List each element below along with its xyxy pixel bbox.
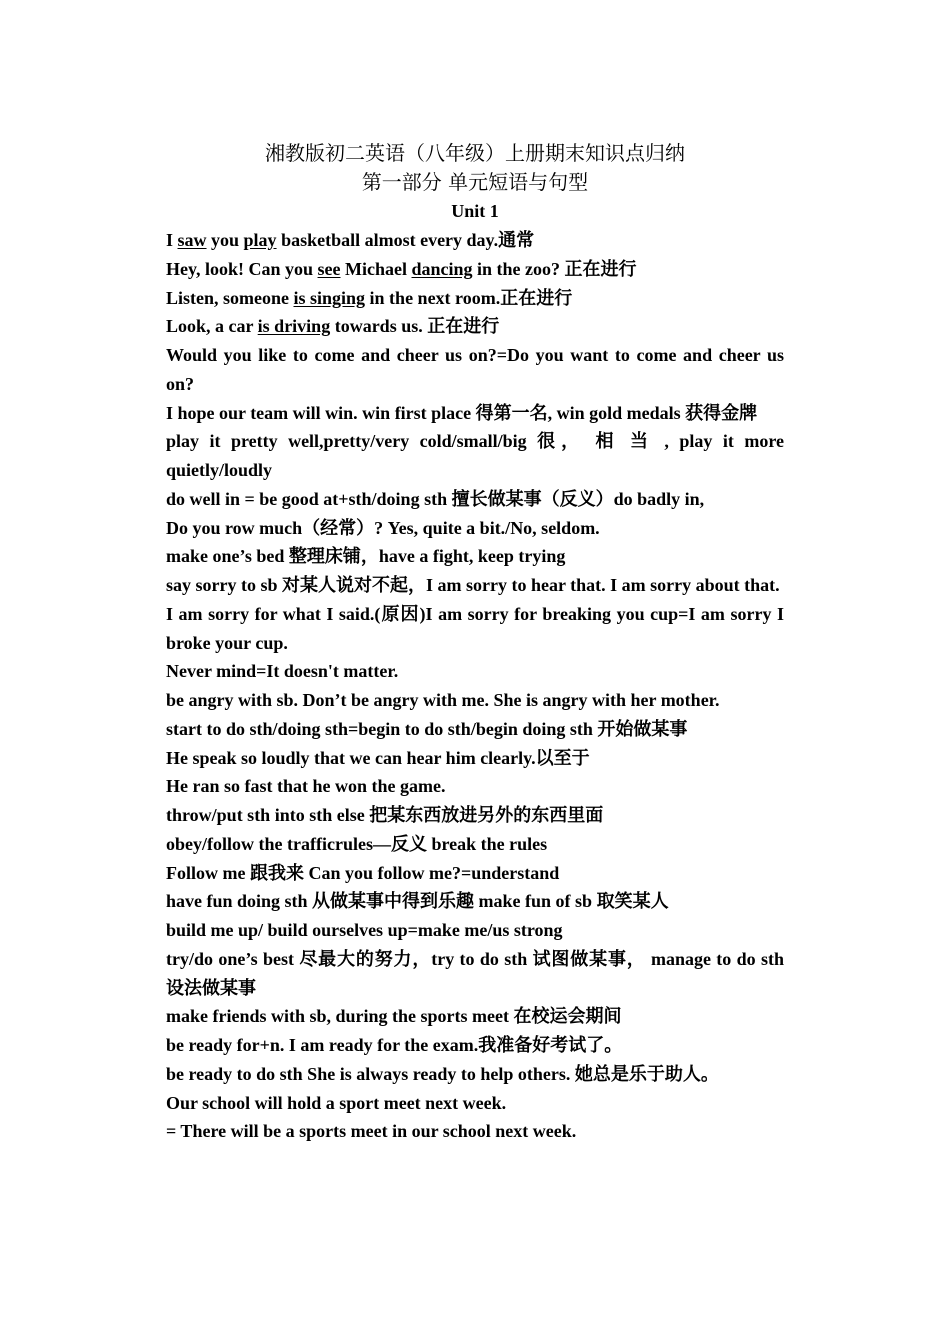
text-paragraph: Would you like to come and cheer us on?=Do you want to come and cheer us on?: [166, 345, 784, 394]
text-line: Look, a car is driving towards us. 正在进行: [166, 316, 500, 337]
underlined-word: see: [317, 258, 341, 279]
text-line: Our school will hold a sport meet next week.: [166, 1092, 507, 1113]
unit-heading: Unit 1: [451, 201, 499, 221]
text-line: be angry with sb. Don’t be angry with me. She is angry with her mother.: [166, 690, 720, 710]
text-line: = There will be a sports meet in our school next week.: [166, 1121, 577, 1142]
document-body: [166, 226, 784, 1146]
text-line: Do you row much（经常）? Yes, quite a bit./No, seldom.: [166, 517, 600, 538]
text-line: make one’s bed 整理床铺，have a fight, keep trying: [166, 546, 566, 567]
text-paragraph: I hope our team will win. win first place 得第一名, win gold medals 获得金牌: [166, 402, 758, 423]
underlined-phrase: is singing: [293, 287, 366, 308]
text-line: throw/put sth into sth else 把某东西放进另外的东西里面: [166, 805, 604, 825]
text-line: Hey, look! Can you see Michael dancing in the zoo? 正在进行: [166, 258, 637, 279]
text-paragraph: try/do one’s best 尽最大的努力，try to do sth 试图做某事， manage to do sth 设法做某事: [166, 948, 784, 998]
text-line: build me up/ build ourselves up=make me/us strong: [166, 920, 563, 940]
text-line: do well in = be good at+sth/doing sth 擅长做某事（反义）do badly in,: [166, 488, 705, 509]
text-line: be ready for+n. I am ready for the exam.我准备好考试了。: [166, 1035, 623, 1055]
text-line: obey/follow the trafficrules—反义 break the rules: [166, 833, 548, 854]
underlined-word: play: [243, 230, 277, 250]
text-paragraph: say sorry to sb 对某人说对不起，I am sorry to hear that. I am sorry about that.: [166, 575, 780, 595]
text-paragraph: I am sorry for what I said.(原因)I am sorry for breaking you cup=I am sorry I broke your cup.: [166, 603, 784, 653]
underlined-phrase: is driving: [257, 316, 331, 337]
text-line: have fun doing sth 从做某事中得到乐趣 make fun of sb 取笑某人: [166, 891, 669, 912]
text-line: I saw you play basketball almost every day.通常: [166, 230, 535, 250]
text-line: make friends with sb, during the sports meet 在校运会期间: [166, 1006, 622, 1027]
text-line: He speak so loudly that we can hear him clearly.以至于: [166, 747, 590, 768]
text-line: be ready to do sth She is always ready to help others. 她总是乐于助人。: [166, 1063, 719, 1084]
text-line: Listen, someone is singing in the next room.正在进行: [166, 287, 573, 308]
underlined-word: saw: [177, 230, 207, 250]
underlined-word: dancing: [411, 258, 473, 279]
text-line: Follow me 跟我来 Can you follow me?=understand: [166, 862, 560, 883]
text-line: start to do sth/doing sth=begin to do sth/begin doing sth 开始做某事: [166, 718, 688, 739]
text-line: Never mind=It doesn't matter.: [166, 661, 399, 682]
text-paragraph: play it pretty well,pretty/very cold/small/big 很， 相 当 , play it more quietly/loudly: [166, 431, 784, 480]
document-title: 湘教版初二英语（八年级）上册期末知识点归纳: [265, 141, 685, 165]
section-title: 第一部分 单元短语与句型: [361, 170, 589, 194]
text-line: He ran so fast that he won the game.: [166, 776, 446, 797]
